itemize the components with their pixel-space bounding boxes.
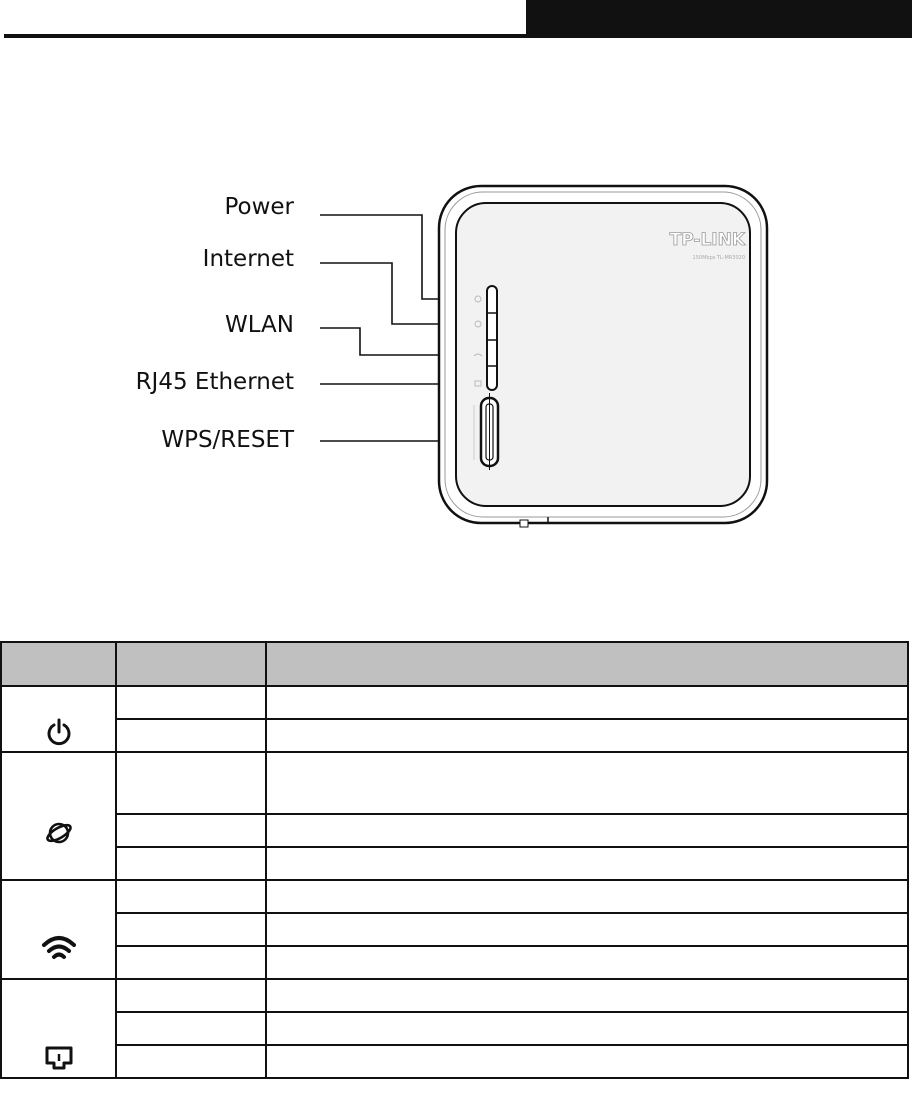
indication-cell — [266, 1012, 908, 1045]
indication-cell — [266, 814, 908, 847]
brand-logo: TP-LINK — [669, 230, 745, 250]
status-cell — [116, 752, 266, 814]
table-row — [1, 946, 908, 979]
status-cell — [116, 1012, 266, 1045]
led-status-table — [0, 641, 909, 1079]
ethernet-port-icon — [44, 1045, 74, 1075]
table-row — [1, 1045, 908, 1078]
status-cell — [116, 946, 266, 979]
indication-cell — [266, 752, 908, 814]
status-cell — [116, 880, 266, 913]
table-row — [1, 752, 908, 814]
indication-cell — [266, 946, 908, 979]
table-row — [1, 719, 908, 752]
icon-cell-ethernet — [1, 979, 116, 1078]
wireless-icon — [41, 934, 77, 966]
table-header-row — [1, 642, 908, 686]
status-cell — [116, 1045, 266, 1078]
indication-cell — [266, 913, 908, 946]
icon-cell-wlan — [1, 880, 116, 979]
table-row — [1, 686, 908, 719]
table-row — [1, 814, 908, 847]
table-row — [1, 1012, 908, 1045]
led-strip — [487, 286, 497, 390]
table-row — [1, 847, 908, 880]
callout-wlan: WLAN — [224, 312, 294, 338]
indication-cell — [266, 719, 908, 752]
table-row — [1, 880, 908, 913]
icon-cell-internet — [1, 752, 116, 880]
status-cell — [116, 686, 266, 719]
status-cell — [116, 979, 266, 1012]
callout-wps-reset: WPS/RESET — [161, 427, 294, 453]
callout-power: Power — [224, 194, 294, 220]
power-icon — [44, 717, 74, 751]
status-cell — [116, 913, 266, 946]
header-cell-status — [116, 642, 266, 686]
callout-rj45-ethernet: RJ45 Ethernet — [135, 369, 294, 395]
model-label: 150Mbps TL-MR3020 — [692, 255, 745, 261]
indication-cell — [266, 686, 908, 719]
status-cell — [116, 719, 266, 752]
icon-cell-power — [1, 686, 116, 752]
table-row — [1, 979, 908, 1012]
indication-cell — [266, 1045, 908, 1078]
indication-cell — [266, 979, 908, 1012]
callout-internet: Internet — [202, 246, 294, 272]
status-cell — [116, 814, 266, 847]
internet-globe-icon — [45, 819, 73, 851]
header-cell-led — [1, 642, 116, 686]
indication-cell — [266, 880, 908, 913]
wps-reset-button — [481, 393, 498, 470]
indication-cell — [266, 847, 908, 880]
header-cell-indication — [266, 642, 908, 686]
status-cell — [116, 847, 266, 880]
table-row — [1, 913, 908, 946]
